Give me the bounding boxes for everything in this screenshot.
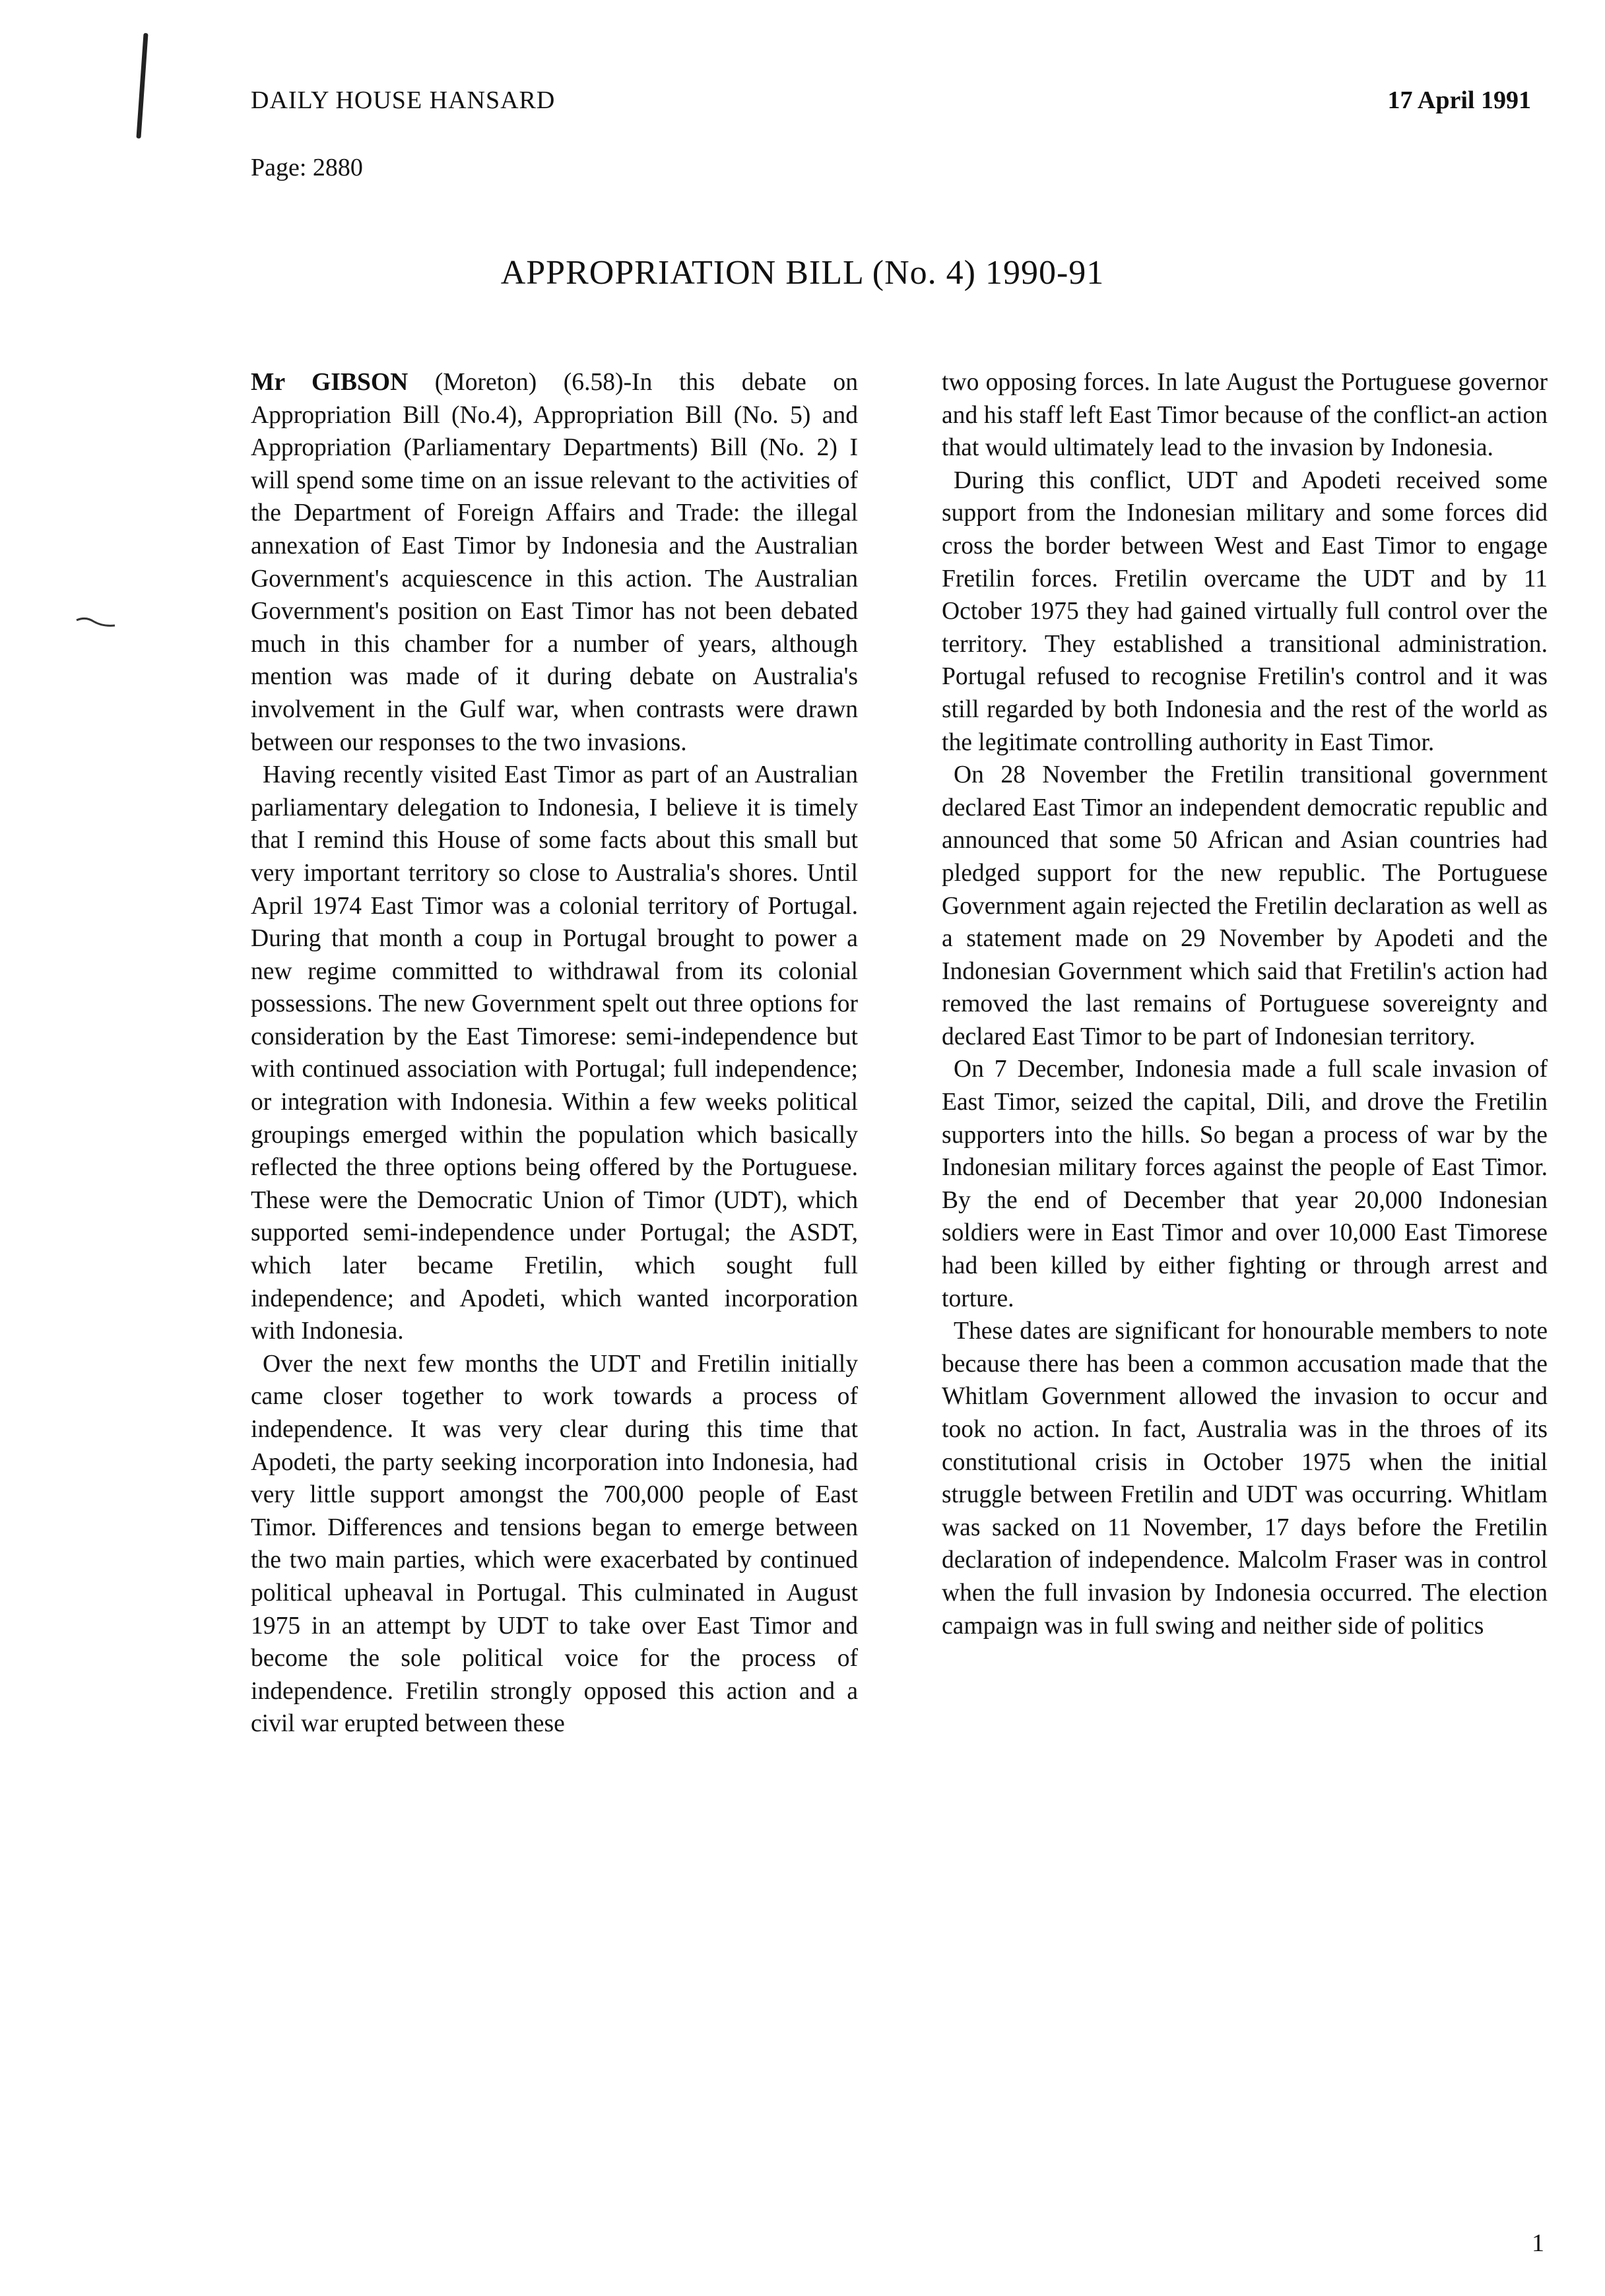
paragraph-text: (Moreton) (6.58)-In this debate on Appropriation Bill (No.4), Appropriation Bill (No. 5) and Appropriation (Parliamentary Departments) Bill (No. 2) I will spend some time on an issue relevant to the activities of the Department of Foreign Affairs and Trade: the illegal annexation of East Timor by Indonesia and the Australian Government's acquiescence in this action. The Australian Government's position on East Timor has not been debated much in this chamber for a number of years, although mention was made of it during debate on Australia's involvement in the Gulf war, when contrasts were drawn between our responses to the two invasions. (251, 369, 858, 756)
left-column (251, 366, 858, 1740)
bill-title: APPROPRIATION BILL (No. 4) 1990-91 (500, 254, 1105, 292)
paragraph: During this conflict, UDT and Apodeti received some support from the Indonesian military and some forces did cross the border between West and East Timor to engage Fretilin forces. Fretilin overcame the UDT and by 11 October 1975 they had gained virtually full control over the territory. They established a transitional administration. Portugal refused to recognise Fretilin's control and it was still regarded by both Indonesia and the rest of the world as the legitimate controlling authority in East Timor. (942, 466, 1548, 756)
page-number: 1 (1532, 2229, 1544, 2257)
paragraph: On 28 November the Fretilin transitional government declared East Timor an independent democratic republic and announced that some 50 African and Asian countries had pledged support for the new republic. The Portuguese Government again rejected the Fretilin declaration as well as a statement made on 29 November by Apodeti and the Indonesian Government which said that Fretilin's action had removed the last remains of Portuguese sovereignty and declared East Timor to be part of Indonesian territory. (942, 761, 1548, 1050)
paragraph: On 7 December, Indonesia made a full scale invasion of East Timor, seized the capital, Dili, and drove the Fretilin supporters into the hills. So began a process of war by the Indonesian military forces against the people of East Timor. By the end of December that year 20,000 Indonesian soldiers were in East Timor and over 10,000 East Timorese had been killed by either fighting or through arrest and torture. (942, 1056, 1548, 1312)
paragraph: Over the next few months the UDT and Fretilin initially came closer together to work towards a process of independence. It was very clear during this time that Apodeti, the party seeking incorporation into Indonesia, had very little support amongst the 700,000 people of East Timor. Differences and tensions began to emerge between the two main parties, which were exacerbated by continued political upheaval in Portugal. This culminated in August 1975 in an attempt by UDT to take over East Timor and become the sole political voice for the process of independence. Fretilin strongly opposed this action and a civil war erupted between these (251, 1350, 858, 1738)
paragraph: two opposing forces. In late August the Portuguese governor and his staff left East Timor because of the conflict-an action that would ultimately lead to the invasion by Indonesia. (942, 369, 1548, 462)
paragraph: These dates are significant for honourable members to note because there has been a common accusation made that the Whitlam Government allowed the invasion to occur and took no action. In fact, Australia was in the throes of its constitutional crisis in October 1975 when the initial struggle between Fretilin and UDT was occurring. Whitlam was sacked on 11 November, 17 days before the Fretilin declaration of independence. Malcolm Fraser was in control when the full invasion by Indonesia occurred. The election campaign was in full swing and neither side of politics (942, 1318, 1548, 1640)
margin-pen-mark (136, 33, 148, 139)
margin-tick-mark (74, 614, 120, 633)
page-reference: Page: 2880 (251, 154, 363, 181)
right-column (942, 366, 1548, 1642)
publication-date: 17 April 1991 (1387, 86, 1531, 114)
publication-name: DAILY HOUSE HANSARD (251, 86, 556, 114)
speaker-name: Mr GIBSON (251, 369, 409, 396)
paragraph: Having recently visited East Timor as part of an Australian parliamentary delegation to Indonesia, I believe it is timely that I remind this House of some facts about this small but very important territory so close to Australia's shores. Until April 1974 East Timor was a colonial territory of Portugal. During that month a coup in Portugal brought to power a new regime committed to withdrawal from its colonial possessions. The new Government spelt out three options for consideration by the East Timorese: semi-independence but with continued association with Portugal; full independence; or integration with Indonesia. Within a few weeks political groupings emerged within the population which basically reflected the three options being offered by the Portuguese. These were the Democratic Union of Timor (UDT), which supported semi-independence under Portugal; the ASDT, which later became Fretilin, which sought full independence; and Apodeti, which wanted incorporation with Indonesia. (251, 761, 858, 1345)
paragraph (251, 366, 858, 759)
